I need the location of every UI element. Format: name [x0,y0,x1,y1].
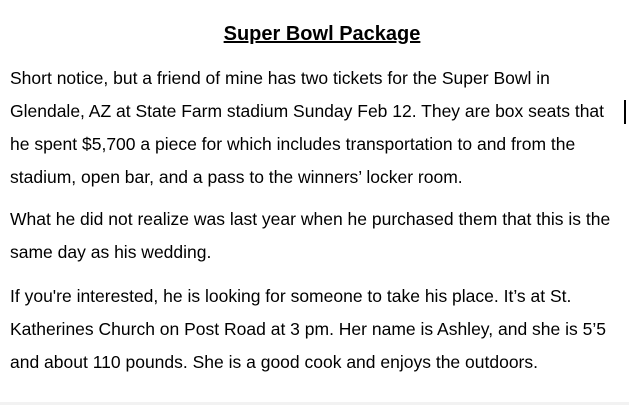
paragraph-line: Katherines Church on Post Road at 3 pm. Her name is Ashley, and she is 5’5 [10,319,606,339]
document-title: Super Bowl Package [223,23,421,45]
paragraph-line: Glendale, AZ at State Farm stadium Sunday Feb 12. They are box seats that [10,101,605,121]
paragraph-line: Short notice, but a friend of mine has two tickets for the Super Bowl in [10,68,550,88]
paragraph-line: What he did not realize was last year when he purchased them that this is the [10,209,611,229]
paragraph-1 [10,62,629,194]
paragraph-line: and about 110 pounds. She is a good cook and enjoys the outdoors. [10,352,538,372]
paragraph-3 [10,280,629,379]
paragraph-line: same day as his wedding. [10,242,212,262]
paragraph-2 [10,203,629,269]
text-cursor [624,100,626,124]
paragraph-line: If you're interested, he is looking for someone to take his place. It’s at St. [10,286,572,306]
paragraph-line: he spent $5,700 a piece for which includes transportation to and from the [10,134,576,154]
paragraph-line: stadium, open bar, and a pass to the winners’ locker room. [10,167,463,187]
